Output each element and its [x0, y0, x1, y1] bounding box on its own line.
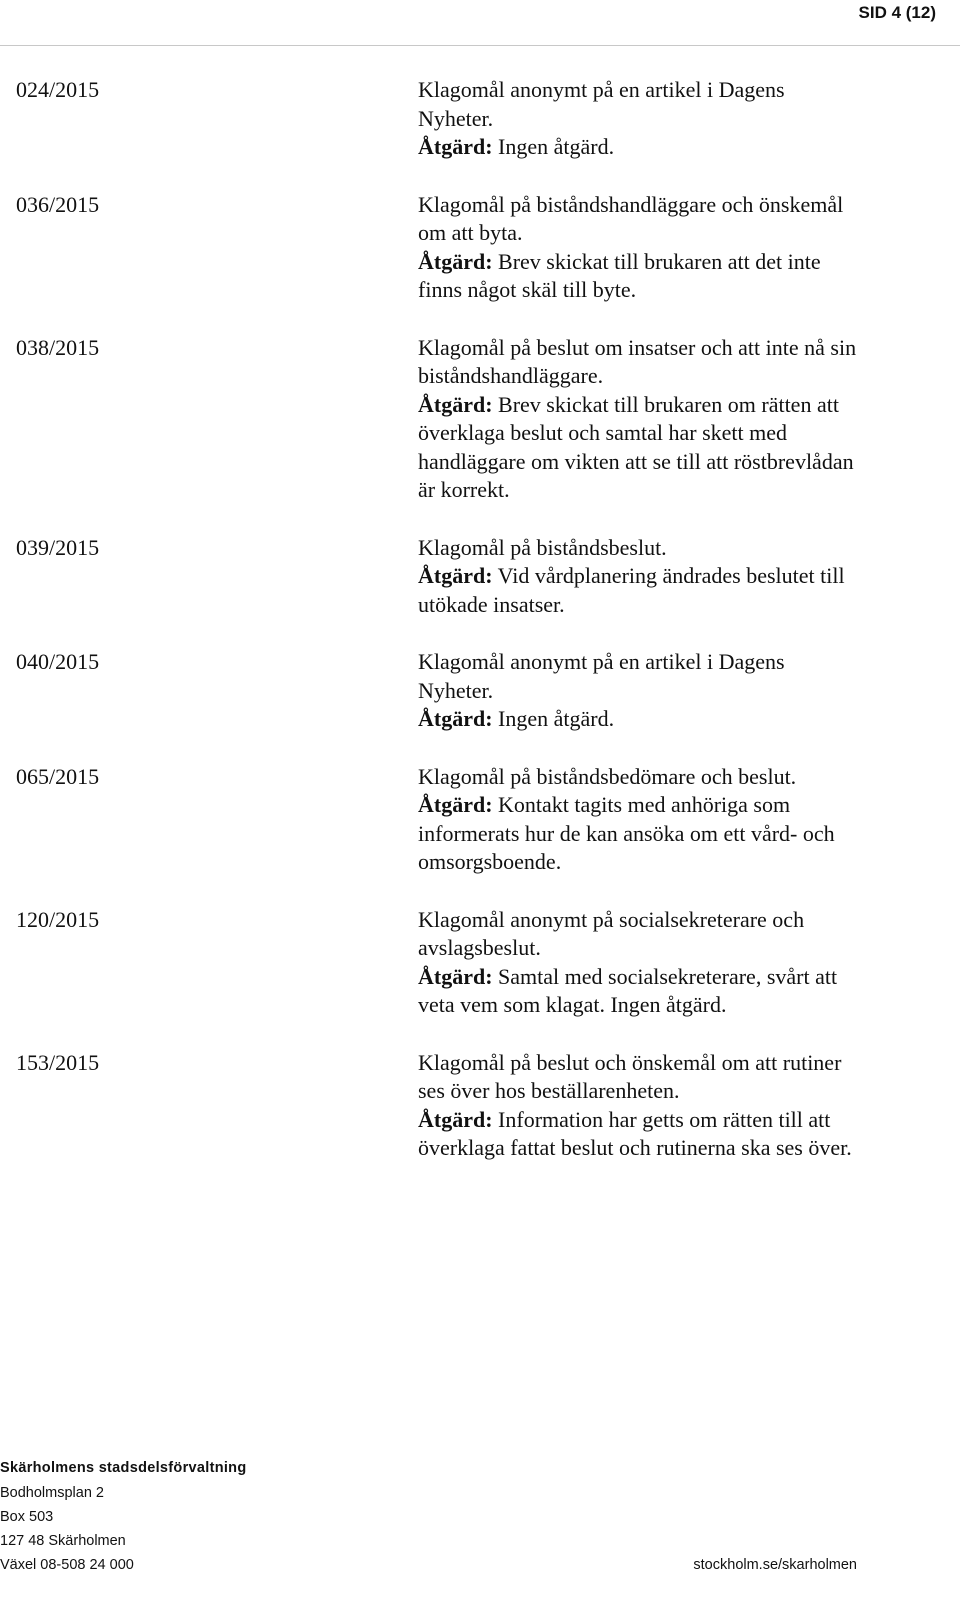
page-number: SID 4 (12) — [858, 3, 936, 22]
complaint-entry — [0, 534, 960, 620]
complaint-id: 038/2015 — [16, 334, 100, 360]
complaint-id: 039/2015 — [16, 534, 100, 560]
complaint-description: Klagomål anonymt på en artikel i Dagens Nyheter. — [418, 649, 785, 703]
complaint-body — [418, 191, 858, 305]
complaint-id: 120/2015 — [16, 906, 100, 932]
action-label: Åtgärd: — [418, 1106, 493, 1132]
page-header — [0, 0, 960, 46]
footer-website: stockholm.se/skarholmen — [693, 1557, 857, 1573]
complaint-body — [418, 648, 858, 734]
action-label: Åtgärd: — [418, 563, 493, 588]
complaint-body — [418, 763, 858, 877]
complaint-body — [418, 906, 858, 1020]
complaint-description: Klagomål på beslut och önskemål om att rutiner ses över hos beställarenheten. — [418, 1049, 842, 1103]
complaint-description: Klagomål på biståndsbedömare och beslut. — [418, 763, 797, 789]
complaint-body — [418, 334, 858, 505]
complaint-entry — [0, 763, 960, 877]
action-label: Åtgärd: — [418, 391, 493, 417]
action-text: Ingen åtgärd. — [498, 134, 615, 159]
complaint-description: Klagomål på biståndshandläggare och önskemål om att byta. — [418, 191, 844, 245]
footer-postal: 127 48 Skärholmen — [0, 1533, 126, 1549]
complaint-description: Klagomål anonymt på socialsekreterare och avslagsbeslut. — [418, 906, 805, 960]
footer-address: Bodholmsplan 2 — [0, 1485, 104, 1501]
complaint-description: Klagomål på biståndsbeslut. — [418, 534, 667, 560]
complaint-body — [418, 1049, 858, 1163]
complaint-entry — [0, 648, 960, 734]
action-label: Åtgärd: — [418, 248, 493, 274]
action-label: Åtgärd: — [418, 134, 493, 159]
action-text: Kontakt tagits med anhöriga som informerats hur de kan ansöka om ett vård- och omsorgsboende. — [418, 792, 835, 874]
footer-organization: Skärholmens stadsdelsförvaltning — [0, 1460, 247, 1476]
complaint-list — [0, 76, 960, 1192]
page-footer — [0, 1457, 960, 1623]
complaint-entry — [0, 76, 960, 162]
complaint-id: 065/2015 — [16, 763, 100, 789]
complaint-body — [418, 76, 858, 162]
footer-phone: Växel 08-508 24 000 — [0, 1557, 134, 1573]
complaint-entry — [0, 1049, 960, 1163]
action-label: Åtgärd: — [418, 706, 493, 731]
complaint-body — [418, 534, 858, 620]
action-text: Brev skickat till brukaren att det inte finns något skäl till byte. — [418, 248, 821, 302]
complaint-description: Klagomål på beslut om insatser och att inte nå sin biståndshandläggare. — [418, 334, 857, 388]
action-label: Åtgärd: — [418, 963, 493, 989]
complaint-entry — [0, 906, 960, 1020]
complaint-description: Klagomål anonymt på en artikel i Dagens Nyheter. — [418, 77, 785, 131]
action-text: Ingen åtgärd. — [498, 706, 615, 731]
complaint-id: 036/2015 — [16, 191, 100, 217]
action-text: Brev skickat till brukaren om rätten att överklaga beslut och samtal har skett med handläggare om vikten att se till att röstbrevlådan är korrekt. — [418, 391, 854, 502]
action-label: Åtgärd: — [418, 792, 493, 817]
complaint-entry — [0, 191, 960, 305]
complaint-id: 153/2015 — [16, 1049, 100, 1075]
complaint-id: 040/2015 — [16, 649, 100, 674]
action-text: Vid vårdplanering ändrades beslutet till utökade insatser. — [418, 563, 845, 617]
footer-box: Box 503 — [0, 1509, 54, 1525]
complaint-id: 024/2015 — [16, 77, 100, 102]
complaint-entry — [0, 334, 960, 505]
action-text: Information har getts om rätten till att överklaga fattat beslut och rutinerna ska ses över. — [418, 1106, 852, 1160]
action-text: Samtal med socialsekreterare, svårt att veta vem som klagat. Ingen åtgärd. — [418, 963, 838, 1017]
